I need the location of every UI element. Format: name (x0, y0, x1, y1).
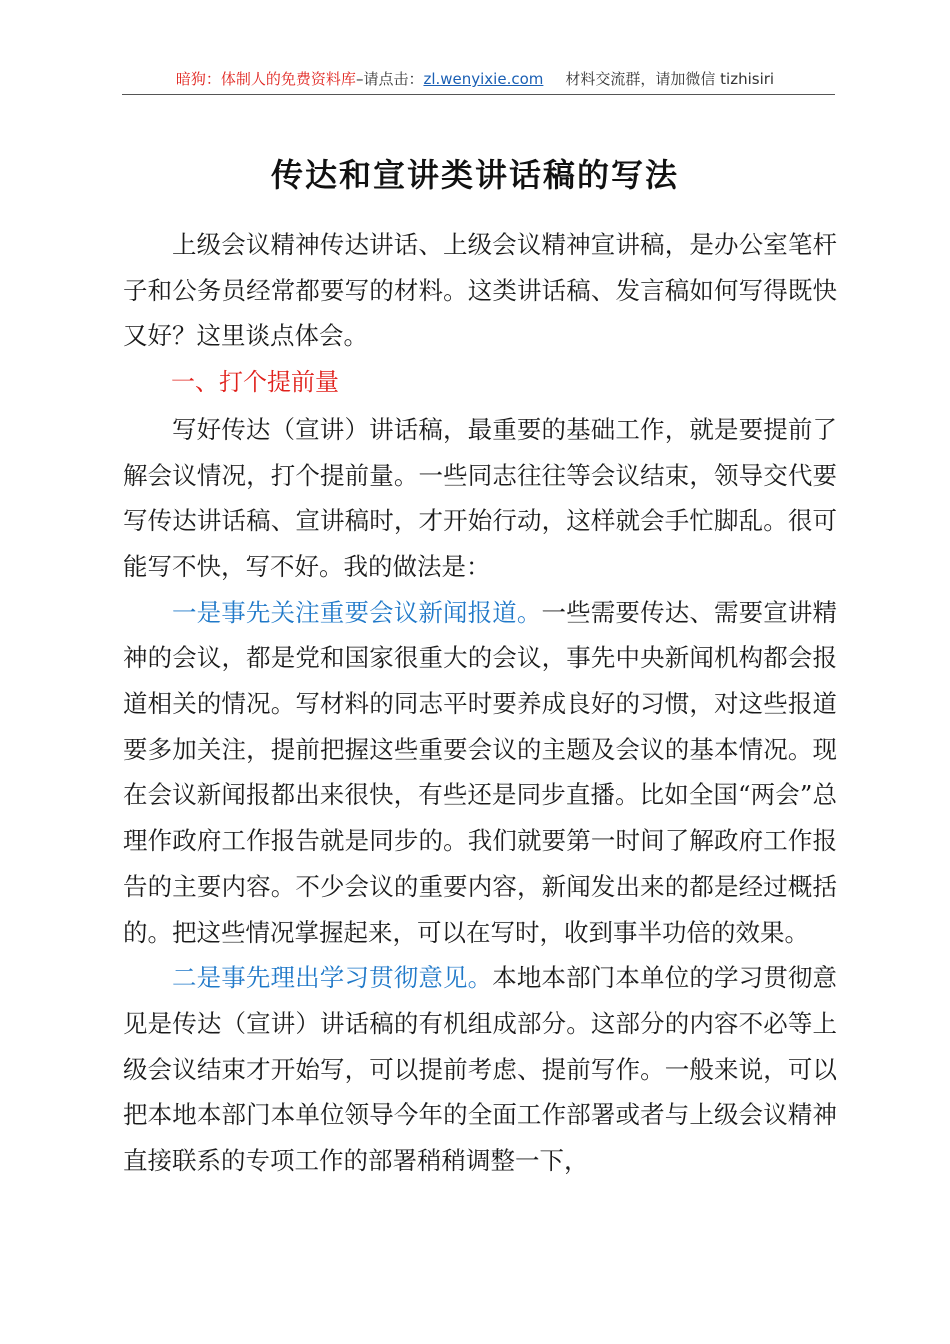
header-brand: 暗狗：体制人的免费资料库 (175, 70, 356, 88)
header-link[interactable]: zl.wenyixie.com (423, 70, 544, 88)
page-header (0, 68, 950, 89)
header-divider (122, 94, 835, 95)
point-one-lead: 一是事先关注重要会议新闻报道。 (172, 597, 542, 627)
point-two-lead: 二是事先理出学习贯彻意见。 (172, 963, 493, 993)
intro-paragraph: 上级会议精神传达讲话、上级会议精神宣讲稿，是办公室笔杆子和公务员经常都要写的材料。这类讲话稿、发言稿如何写得既快又好？这里谈点体会。 (123, 230, 837, 351)
header-note: 材料交流群，请加微信 tizhisiri (565, 70, 775, 88)
section-paragraph-3 (123, 955, 837, 1184)
section-paragraph-1: 写好传达（宣讲）讲话稿，最重要的基础工作，就是要提前了解会议情况，打个提前量。一些同志往往等会议结束，领导交代要写传达讲话稿、宣讲稿时，才开始行动，这样就会手忙脚乱。很可能写不快，写不好。我的做法是： (123, 414, 837, 581)
point-one-text: 一些需要传达、需要宣讲精神的会议，都是党和国家很重大的会议，事先中央新闻机构都会报道相关的情况。写材料的同志平时要养成良好的习惯，对这些报道要多加关注，提前把握这些重要会议的主题及会议的基本情况。现在会议新闻报都出来很快，有些还是同步直播。比如全国“两会”总理作政府工作报告就是同步的。我们就要第一时间了解政府工作报告的主要内容。不少会议的重要内容，新闻发出来的都是经过概括的。把这些情况掌握起来，可以在写时，收到事半功倍的效果。 (123, 597, 838, 947)
header-prompt: –请点击： (355, 70, 424, 88)
point-two-text: 本地本部门本单位的学习贯彻意见是传达（宣讲）讲话稿的有机组成部分。这部分的内容不必等上级会议结束才开始写，可以提前考虑、提前写作。一般来说，可以把本地本部门本单位领导今年的全面工作部署或者与上级会议精神直接联系的专项工作的部署稍稍调整一下， (123, 963, 837, 1176)
document-title: 传达和宣讲类讲话稿的写法 (270, 156, 679, 194)
document-body (123, 222, 837, 1184)
section-heading: 一、打个提前量 (171, 368, 339, 397)
section-paragraph-2 (123, 590, 837, 956)
